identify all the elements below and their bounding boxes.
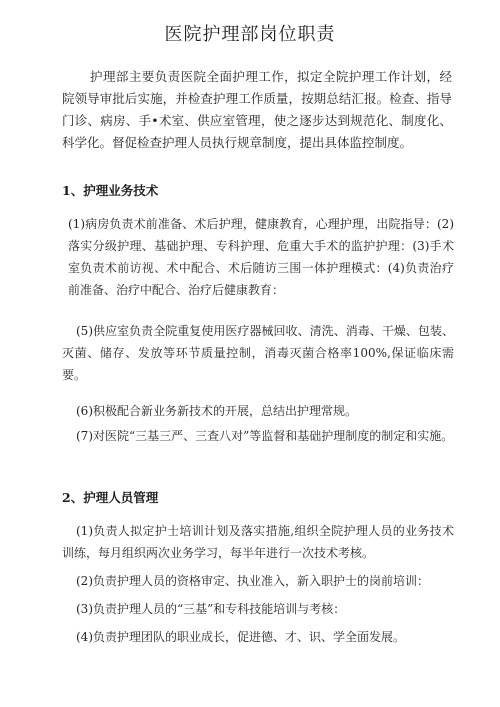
section-1-paragraph-3: (6)积极配合新业务新技术的开展，总结出护理常规。	[76, 404, 358, 418]
section-heading-staff-management: 2、护理人员管理	[62, 490, 159, 505]
intro-paragraph: 护理部主要负责医院全面护理工作，拟定全院护理工作计划，经院领导审批后实施，并检查护理工作质量，按期总结汇报。检查、指导门诊、病房、手•术室、供应室管理，使之逐步达到规范化、制度化、科学化。督促检查护理人员执行规章制度，提出具体监控制度。	[62, 69, 452, 150]
section-1-paragraph-1: (1)病房负责术前准备、术后护理，健康教育，心理护理，出院指导：(2)落实分级护理、基础护理、专科护理、危重大手术的监护护理：(3)手术室负责术前访视、术中配合、术后随访三围一体护理模式：(4)负责治疗前准备、治疗中配合、治疗后健康教育：	[68, 217, 454, 297]
section-2-paragraph-3: (3)负责护理人员的“三基”和专科技能培训与考核：	[76, 602, 346, 616]
section-heading-nursing-technique: 1、护理业务技术	[62, 183, 159, 198]
section-2-paragraph-1: (1)负责人拟定护士培训计划及落实措施,组织全院护理人员的业务技术训练，每月组织两次业务学习，每半年进行一次技术考核。	[62, 524, 454, 560]
section-1-paragraph-4: (7)对医院“三基三严、三查八对”等监督和基础护理制度的制定和实施。	[76, 429, 454, 443]
document-title: 医院护理部岗位职责	[164, 24, 336, 45]
section-2-paragraph-2: (2)负责护理人员的资格审定、执业准入，新入职护士的岗前培训：	[76, 574, 430, 588]
section-2-paragraph-4: (4)负责护理团队的职业成长，促进德、才、识、学全面发展。	[76, 630, 406, 644]
section-1-paragraph-2: (5)供应室负责全院重复使用医疗器械回收、清洗、消毒、干燥、包装、灭菌、储存、发放等环节质量控制，消毒灭菌合格率100%,保证临床需要。	[62, 324, 454, 382]
